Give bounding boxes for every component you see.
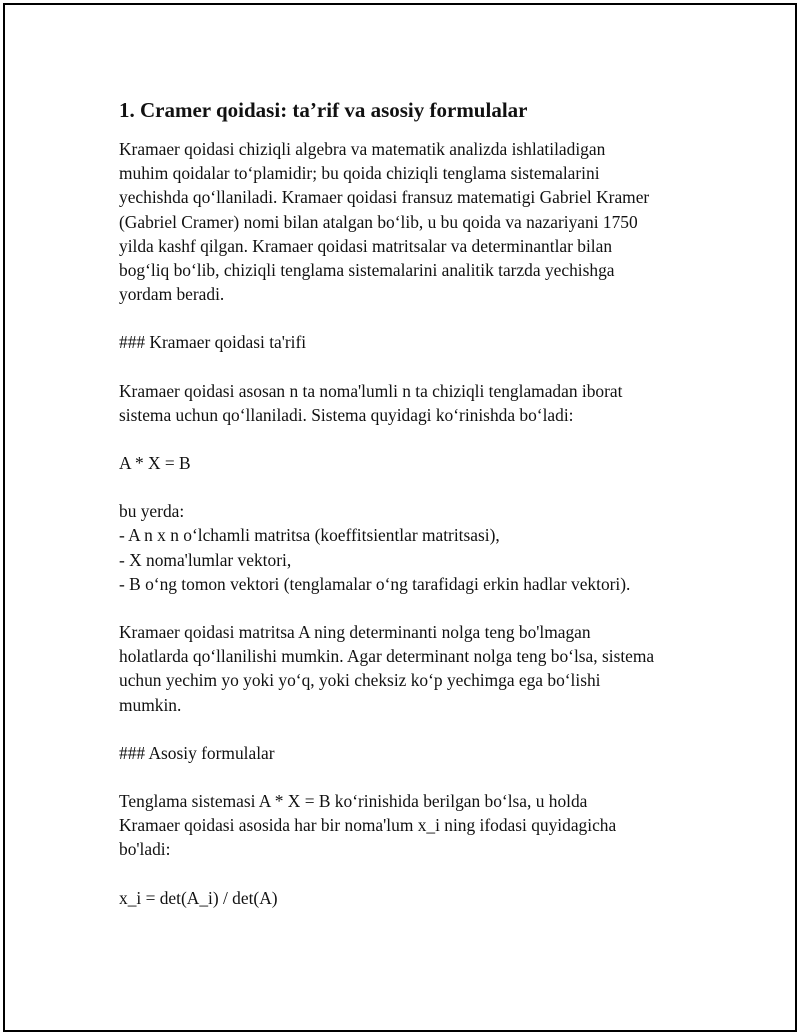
page-frame (3, 3, 797, 1032)
where-line: bu yerda: (119, 501, 185, 522)
condition-line: uchun yechim yo yoki yo‘q, yoki cheksiz ko‘p yechimga ega bo‘lishi (119, 670, 601, 691)
intro-line: Kramaer qoidasi chiziqli algebra va matematik analizda ishlatiladigan (119, 139, 606, 159)
where-line: - A n x n o‘lchamli matritsa (koeffitsientlar matritsasi), (119, 525, 500, 546)
definition-line: Kramaer qoidasi asosan n ta noma'lumli n ta chiziqli tenglamadan iborat (119, 380, 623, 401)
intro-line: yordam beradi. (119, 284, 225, 305)
intro-line: (Gabriel Cramer) nomi bilan atalgan bo‘lib, u bu qoida va nazariyani 1750 (119, 211, 638, 232)
where-line: - X noma'lumlar vektori, (119, 549, 292, 570)
document-body (119, 97, 699, 934)
formulas-subheading: ### Asosiy formulalar (119, 742, 275, 763)
intro-line: bog‘liq bo‘lib, chiziqli tenglama sistemalarini analitik tarzda yechishga (119, 260, 615, 281)
formula-intro-paragraph (119, 789, 699, 862)
definition-line: sistema uchun qo‘llaniladi. Sistema quyidagi ko‘rinishda bo‘ladi: (119, 404, 574, 425)
intro-line: yilda kashf qilgan. Kramaer qoidasi matritsalar va determinantlar bilan (119, 235, 613, 256)
intro-paragraph (119, 137, 699, 306)
condition-paragraph (119, 620, 699, 717)
condition-line: mumkin. (119, 694, 182, 715)
formula-intro-line: Tenglama sistemasi A * X = B ko‘rinishida berilgan bo‘lsa, u holda (119, 791, 588, 812)
section-heading: 1. Cramer qoidasi: ta’rif va asosiy formulalar (119, 98, 528, 122)
intro-line: yechishda qo‘llaniladi. Kramaer qoidasi fransuz matematigi Gabriel Kramer (119, 187, 650, 208)
definition-subheading: ### Kramaer qoidasi ta'rifi (119, 332, 307, 353)
formula-intro-line: Kramaer qoidasi asosida har bir noma'lum x_i ning ifodasi quyidagicha (119, 815, 617, 836)
cramer-formula: x_i = det(A_i) / det(A) (119, 887, 278, 908)
intro-line: muhim qoidalar to‘plamidir; bu qoida chiziqli tenglama sistemalarini (119, 163, 600, 184)
formula-intro-line: bo'ladi: (119, 839, 171, 860)
condition-line: holatlarda qo‘llanilishi mumkin. Agar determinant nolga teng bo‘lsa, sistema (119, 646, 655, 667)
definition-paragraph (119, 379, 699, 427)
where-list (119, 499, 699, 596)
condition-line: Kramaer qoidasi matritsa A ning determinanti nolga teng bo'lmagan (119, 622, 591, 643)
equation-system: A * X = B (119, 453, 191, 474)
where-line: - B o‘ng tomon vektori (tenglamalar o‘ng tarafidagi erkin hadlar vektori). (119, 573, 631, 594)
